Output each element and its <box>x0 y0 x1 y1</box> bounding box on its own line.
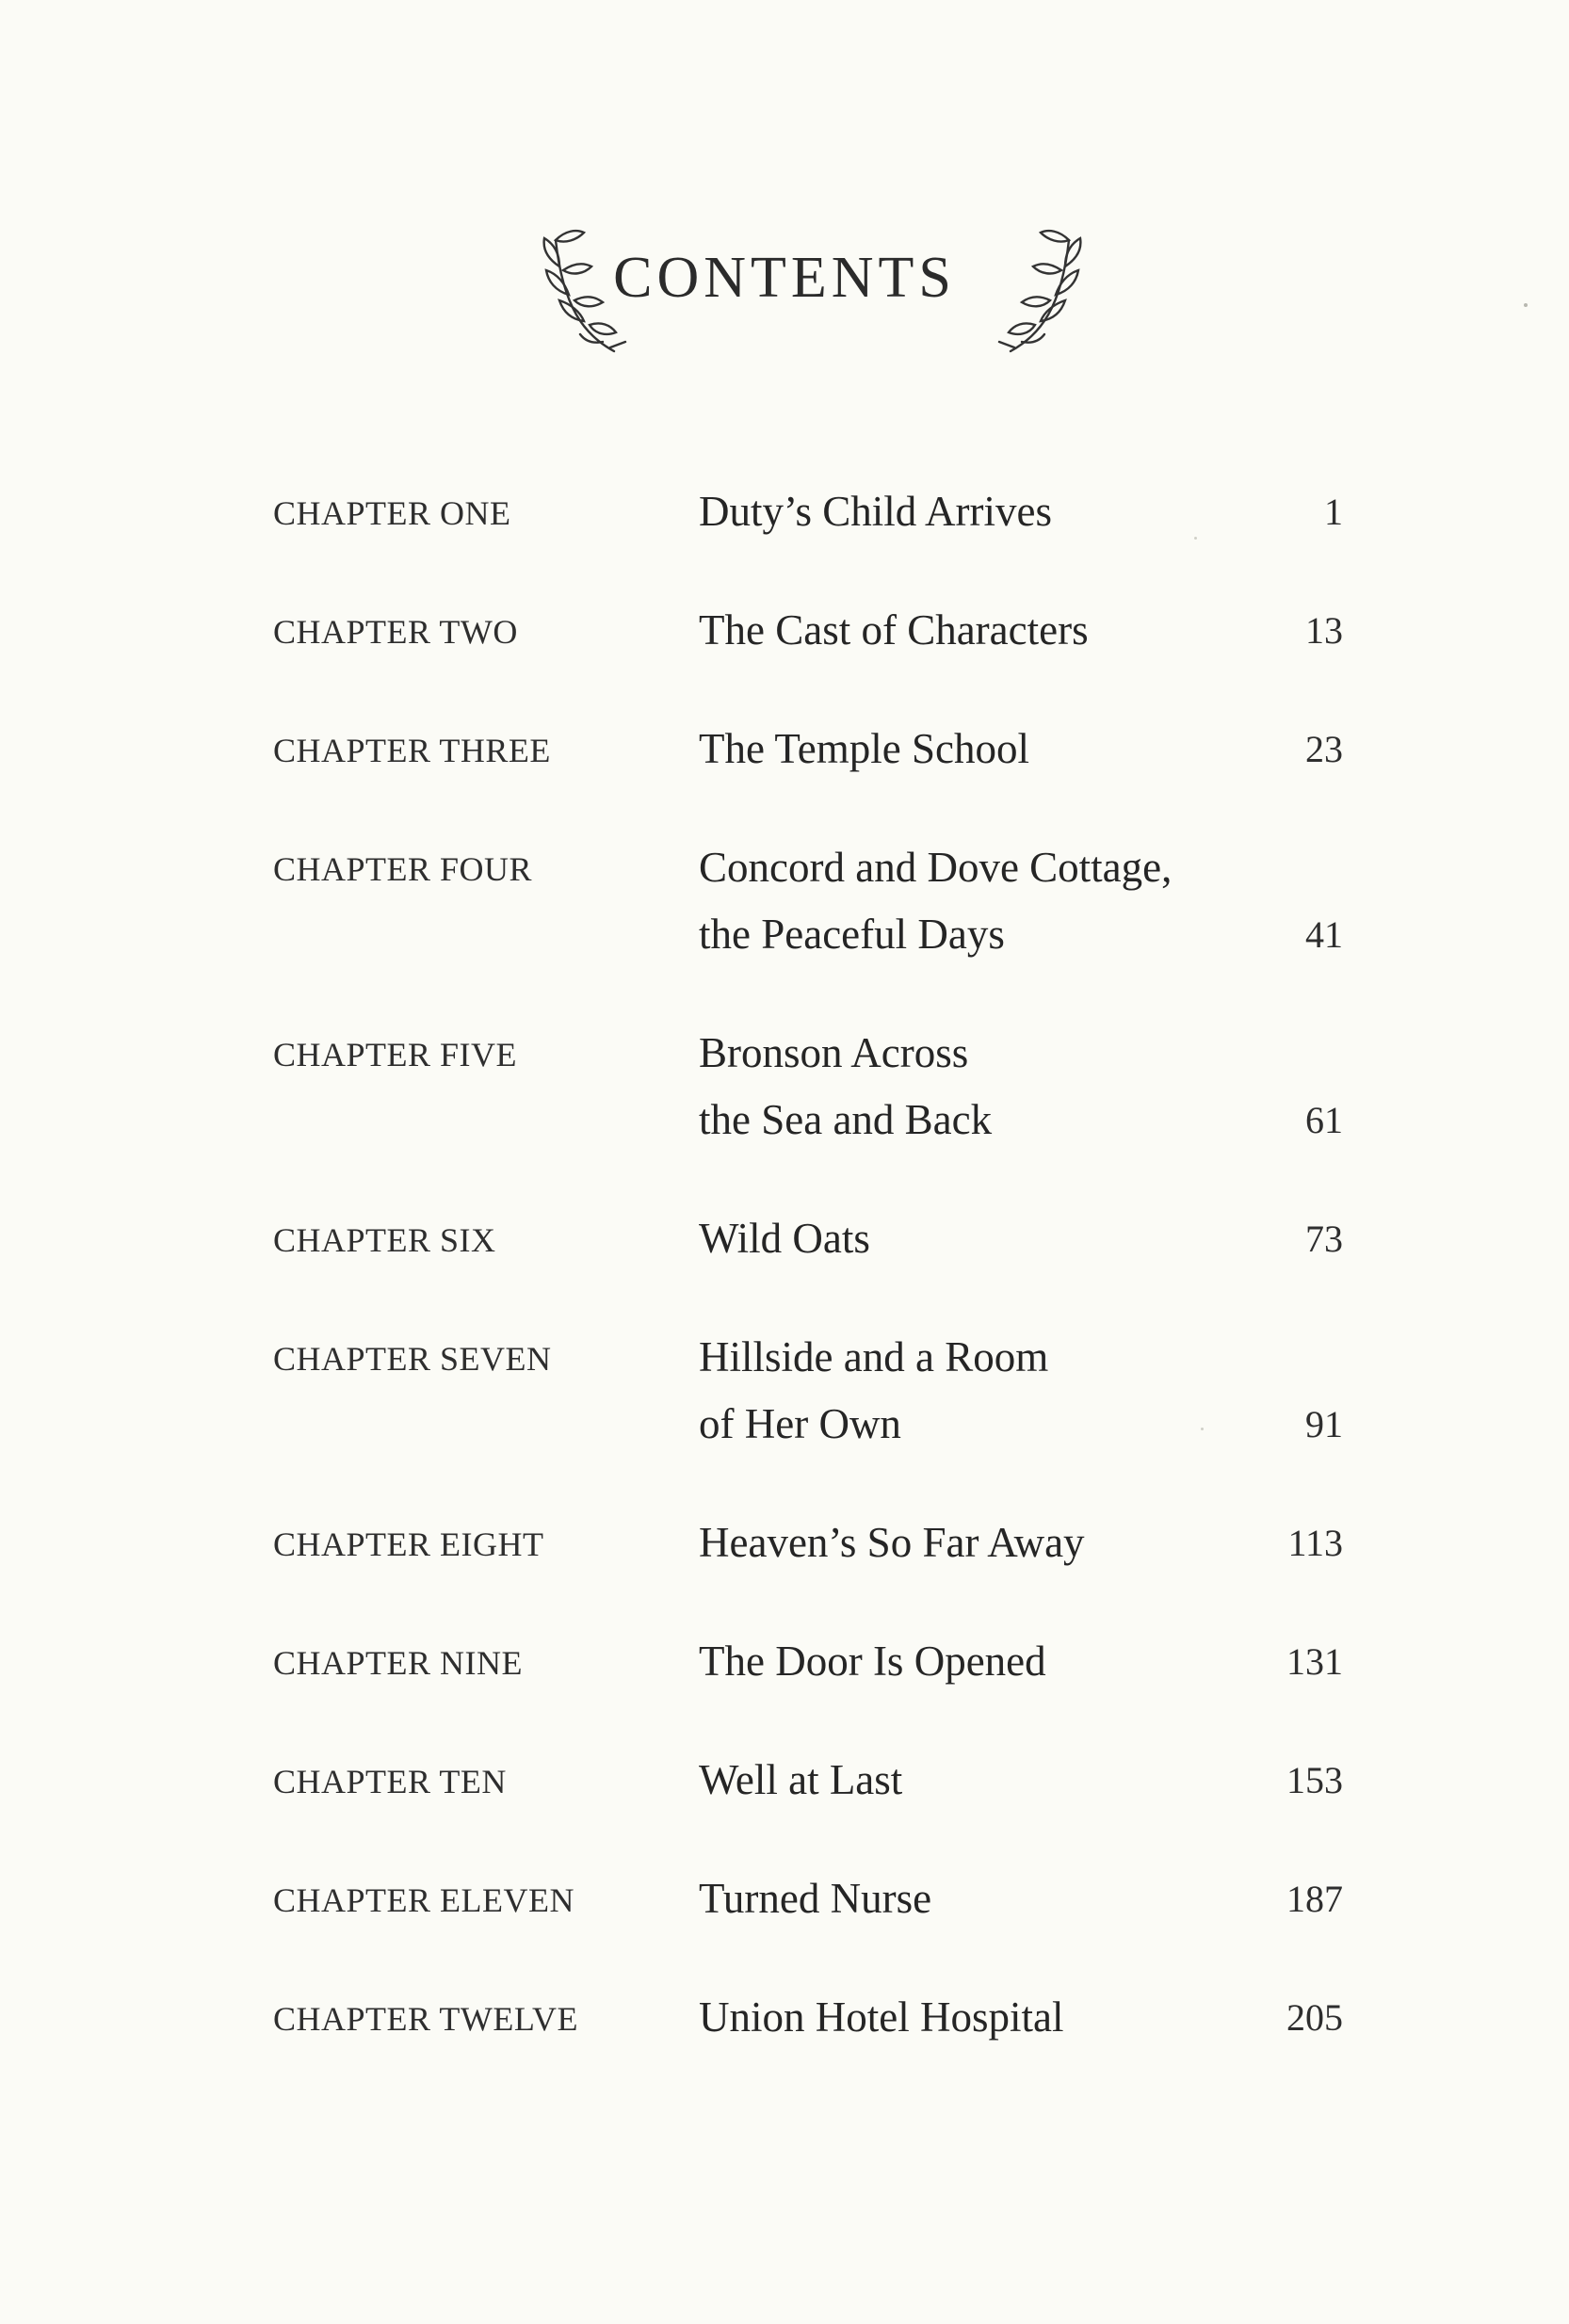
page-number: 187 <box>1286 1878 1343 1920</box>
chapter-title <box>699 1509 1085 1576</box>
chapter-number: CHAPTER SIX <box>273 1221 496 1259</box>
chapter-title-line: The Door Is Opened <box>699 1638 1046 1685</box>
chapter-title <box>699 1984 1063 2051</box>
chapter-title-line: Duty’s Child Arrives <box>699 488 1053 535</box>
chapter-number: CHAPTER FIVE <box>273 1036 518 1073</box>
chapter-title <box>699 597 1089 664</box>
chapter-title <box>699 1020 992 1154</box>
chapter-title-line: Wild Oats <box>699 1215 870 1262</box>
chapter-number: CHAPTER THREE <box>273 732 551 769</box>
chapter-number: CHAPTER TEN <box>273 1763 507 1800</box>
page-number: 73 <box>1305 1218 1343 1260</box>
page-number: 41 <box>1305 913 1343 956</box>
chapter-number: CHAPTER TWO <box>273 613 518 651</box>
chapter-title-line: The Temple School <box>699 725 1029 772</box>
chapter-title <box>699 834 1172 968</box>
paper-speck <box>1201 1428 1204 1430</box>
paper-speck <box>1524 303 1528 307</box>
chapter-title-line: Bronson Across <box>699 1029 969 1076</box>
chapter-title-line: Turned Nurse <box>699 1875 932 1922</box>
chapter-number: CHAPTER NINE <box>273 1644 523 1682</box>
chapter-title <box>699 478 1052 545</box>
page-number: 61 <box>1305 1099 1343 1141</box>
page-number: 153 <box>1286 1759 1343 1801</box>
page-number: 1 <box>1324 491 1343 533</box>
chapter-title-line: Well at Last <box>699 1756 903 1803</box>
chapter-title <box>699 1747 902 1814</box>
chapter-title-line: of Her Own <box>699 1400 901 1447</box>
page-number: 23 <box>1305 728 1343 770</box>
page-number: 13 <box>1305 609 1343 652</box>
chapter-number: CHAPTER ELEVEN <box>273 1881 574 1919</box>
chapter-title <box>699 1628 1046 1695</box>
page-title: CONTENTS <box>613 246 956 310</box>
chapter-number: CHAPTER ONE <box>273 494 511 532</box>
chapter-title-line: Union Hotel Hospital <box>699 1993 1064 2041</box>
chapter-number: CHAPTER EIGHT <box>273 1525 544 1563</box>
chapter-title <box>699 1205 870 1272</box>
chapter-title <box>699 716 1029 783</box>
chapter-title-line: the Peaceful Days <box>699 911 1005 958</box>
chapter-number: CHAPTER TWELVE <box>273 2000 579 2038</box>
chapter-title-line: The Cast of Characters <box>699 606 1089 654</box>
page-number: 91 <box>1305 1403 1343 1445</box>
chapter-title <box>699 1865 931 1932</box>
chapter-title-line: the Sea and Back <box>699 1096 993 1143</box>
page-number: 113 <box>1287 1522 1343 1564</box>
page-number: 205 <box>1286 1996 1343 2039</box>
page-number: 131 <box>1286 1640 1343 1683</box>
chapter-title-line: Heaven’s So Far Away <box>699 1519 1085 1566</box>
chapter-title-line: Concord and Dove Cottage, <box>699 844 1173 891</box>
chapter-title <box>699 1324 1048 1458</box>
chapter-number: CHAPTER FOUR <box>273 850 533 888</box>
chapter-number: CHAPTER SEVEN <box>273 1340 552 1378</box>
chapter-title-line: Hillside and a Room <box>699 1333 1049 1380</box>
paper-speck <box>1194 537 1197 540</box>
